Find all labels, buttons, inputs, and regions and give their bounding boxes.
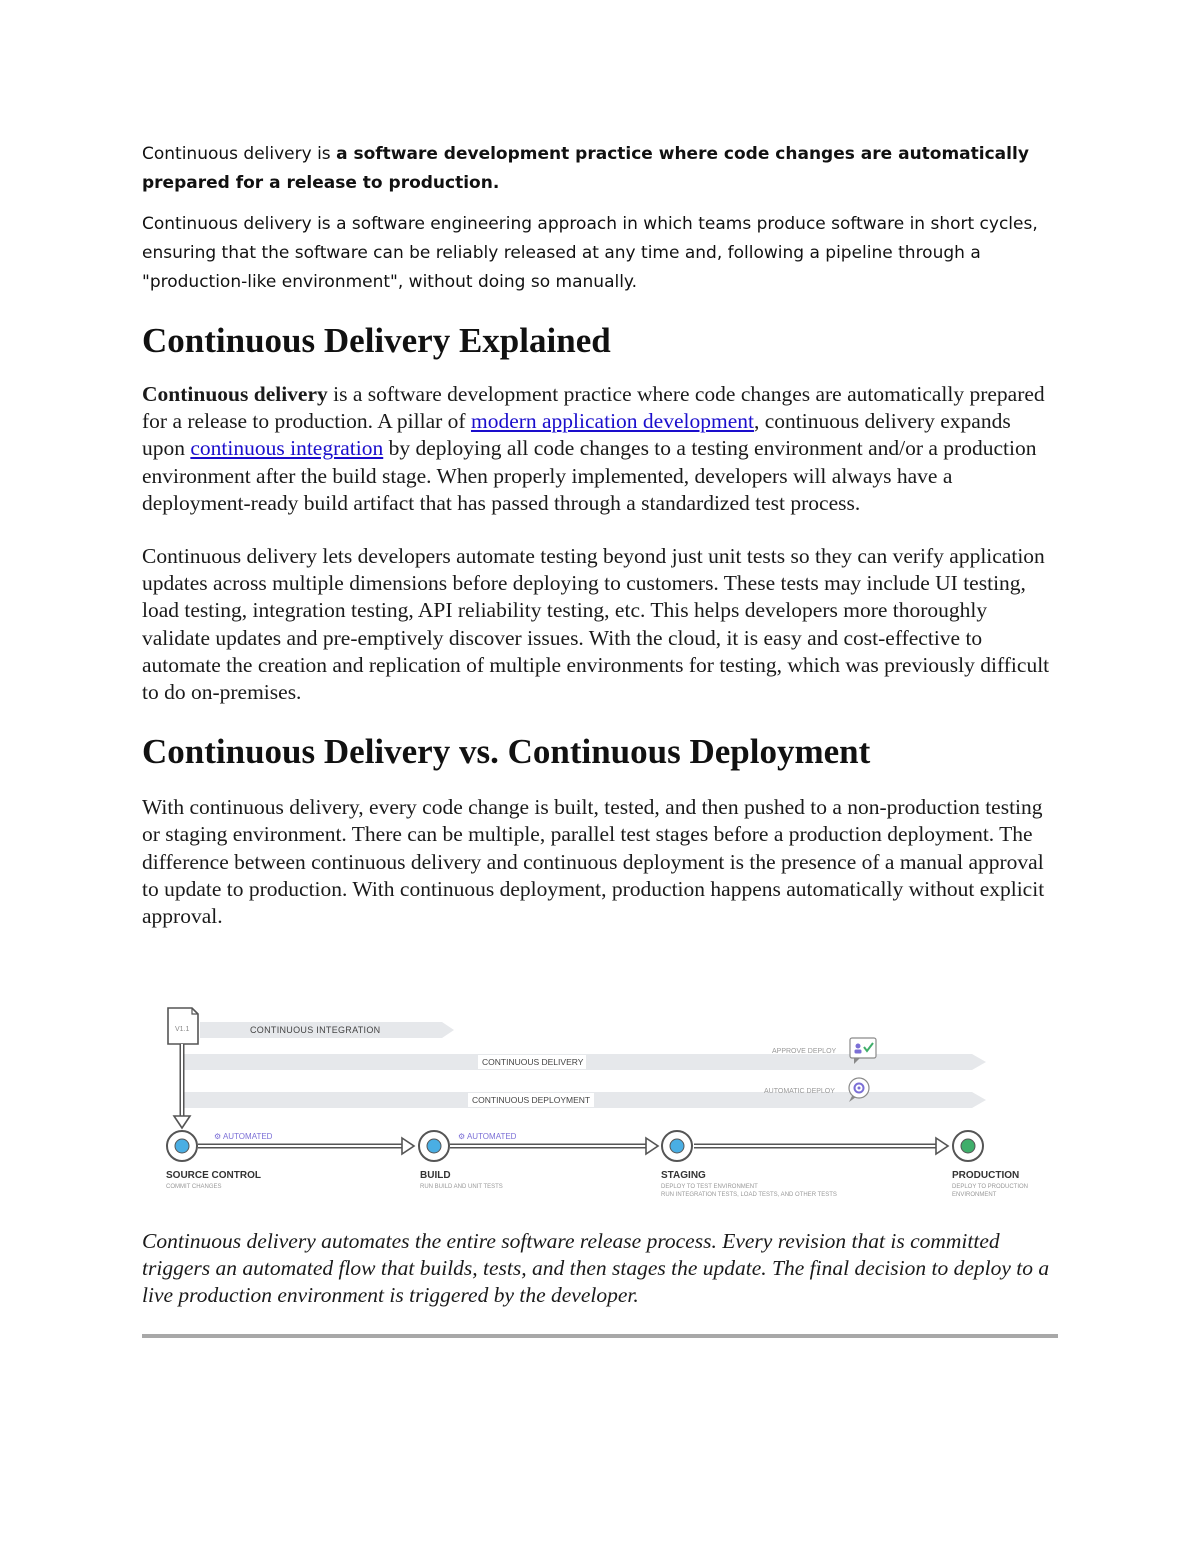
stage-sub2-staging: RUN INTEGRATION TESTS, LOAD TESTS, AND OTHER TESTS xyxy=(661,1192,837,1198)
stage-sub-source-control: COMMIT CHANGES xyxy=(166,1184,222,1190)
node-production xyxy=(953,1131,983,1161)
explained-text-c: by deploying all code changes to a testing environment and/or a production environment after the build stage. When properly implemented, developers will always have a deployment-ready build artifact that has passed through a standardized test process. xyxy=(142,436,1037,515)
stage-title-source-control: SOURCE CONTROL xyxy=(166,1170,261,1181)
node-staging xyxy=(662,1131,692,1161)
explained-paragraph-2: Continuous delivery lets developers automate testing beyond just unit tests so they can verify application updates across multiple dimensions before deploying to customers. These tests may include UI testing, load testing, integration testing, API reliability testing, etc. This helps developers more thoroughly validate updates and pre-emptively discover issues. With the cloud, it is easy and cost-effective to automate the creation and replication of multiple environments for testing, which was previously difficult to do on-premises. xyxy=(142,544,1050,705)
approve-deploy-label: APPROVE DEPLOY xyxy=(772,1048,837,1055)
track-cdeploy-label: CONTINUOUS DEPLOYMENT xyxy=(472,1095,591,1105)
intro-bold-definition: a software development practice where code changes are automatically prepared for a release to production. xyxy=(142,144,1029,193)
automated-label-1: ⚙ AUTOMATED xyxy=(214,1132,273,1141)
pipeline-diagram xyxy=(160,1004,1040,1204)
horizontal-rule xyxy=(142,1334,1058,1338)
commit-arrow-head xyxy=(174,1116,190,1128)
node-source-control xyxy=(167,1131,197,1161)
track-ci-label: CONTINUOUS INTEGRATION xyxy=(250,1025,381,1035)
explained-paragraph-1 xyxy=(142,381,1058,517)
automatic-deploy-label: AUTOMATIC DEPLOY xyxy=(764,1088,835,1095)
stage-sub-production: DEPLOY TO PRODUCTION xyxy=(952,1184,1029,1190)
stage-title-production: PRODUCTION xyxy=(952,1170,1020,1181)
bold-lead-term: Continuous delivery xyxy=(142,382,328,406)
stage-sub-staging: DEPLOY TO TEST ENVIRONMENT xyxy=(661,1184,758,1190)
stage-title-build: BUILD xyxy=(420,1170,451,1181)
explained-text-a: is a software development practice where code changes are automatically prepared for a release to production. A pillar of xyxy=(142,382,1045,434)
link-continuous-integration[interactable]: continuous integration xyxy=(190,436,384,461)
file-version-label: V1.1 xyxy=(175,1026,190,1033)
intro-plain-text: Continuous delivery is xyxy=(142,144,337,164)
document-body xyxy=(142,140,1058,930)
stage-sub-build: RUN BUILD AND UNIT TESTS xyxy=(420,1184,503,1190)
heading-continuous-delivery-explained: Continuous Delivery Explained xyxy=(142,321,611,360)
stage-title-staging: STAGING xyxy=(661,1170,706,1181)
diagram-caption: Continuous delivery automates the entire software release process. Every revision that is committed triggers an automated flow that builds, tests, and then stages the update. The final decision to deploy to a live production environment is triggered by the developer. xyxy=(142,1229,1050,1308)
intro-paragraph-1 xyxy=(142,140,1058,198)
pipeline-line-3 xyxy=(694,1138,948,1154)
stage-sub2-production: ENVIRONMENT xyxy=(952,1192,997,1198)
explained-text-b: , continuous delivery expands upon xyxy=(142,409,1011,461)
intro-paragraph-2: Continuous delivery is a software engineering approach in which teams produce software in short cycles, ensuring that the software can be reliably released at any time and, following a pipeline through a "production-like environment", without doing so manually. xyxy=(142,214,1038,292)
link-modern-application-development[interactable]: modern application development xyxy=(470,409,754,434)
heading-delivery-vs-deployment: Continuous Delivery vs. Continuous Deployment xyxy=(142,732,871,772)
track-cdelivery-label: CONTINUOUS DELIVERY xyxy=(482,1057,584,1067)
vs-paragraph-1: With continuous delivery, every code change is built, tested, and then pushed to a non-production testing or staging environment. There can be multiple, parallel test stages before a production deployment. The difference between continuous delivery and continuous deployment is the presence of a manual approval to update to production. With continuous deployment, production happens automatically without explicit approval. xyxy=(142,795,1045,929)
automated-label-2: ⚙ AUTOMATED xyxy=(458,1132,517,1141)
node-build xyxy=(419,1131,449,1161)
